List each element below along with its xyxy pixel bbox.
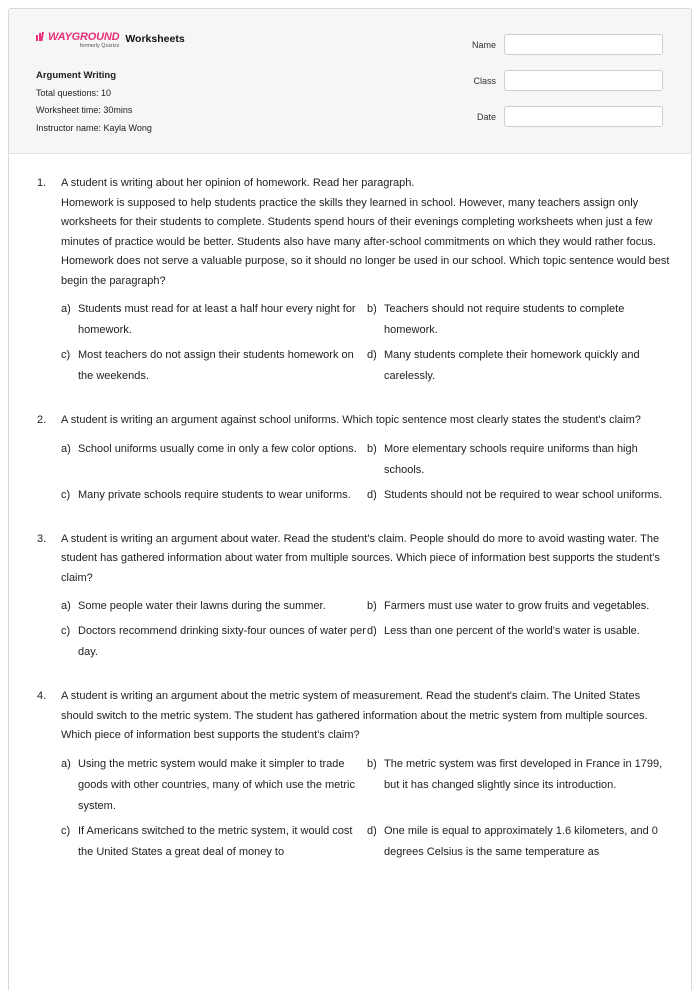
date-label: Date — [476, 111, 496, 122]
worksheet-page — [8, 8, 692, 990]
question-number: 1. — [37, 177, 47, 189]
option-a[interactable]: a) Using the metric system would make it simpler to trade goods with other countries, many of which use the metric system. — [61, 757, 355, 812]
brand-title: Worksheets — [125, 33, 185, 45]
option-b[interactable]: b) The metric system was first developed in France in 1799, but it has changed slightly since its introduction. — [367, 757, 663, 791]
question-text: A student is writing an argument against school uniforms. Which topic sentence most clearly states the student's claim? — [61, 414, 641, 426]
worksheet-title: Argument Writing — [36, 70, 117, 81]
option-c[interactable]: c) Most teachers do not assign their students homework on the weekends. — [61, 349, 354, 382]
option-c[interactable]: c) Doctors recommend drinking sixty-four ounces of water per day. — [61, 625, 366, 658]
question-text: A student is writing an argument about water. Read the student's claim. People should do more to avoid wasting water. The student has gathered information about water from multiple sources. Which piece of information best supports the student's claim? — [61, 532, 660, 584]
date-field — [456, 106, 663, 127]
question-prompt: A student is writing about her opinion of homework. Read her paragraph. — [61, 177, 415, 189]
option-c[interactable]: c) Many private schools require students to wear uniforms. — [61, 488, 351, 501]
worksheet-meta — [36, 67, 152, 137]
option-a[interactable]: a) Some people water their lawns during the summer. — [61, 600, 326, 612]
options — [61, 439, 671, 506]
name-label: Name — [471, 39, 496, 50]
date-input[interactable] — [504, 106, 663, 127]
question-text — [61, 174, 671, 291]
options — [61, 596, 671, 663]
option-c[interactable]: c) If Americans switched to the metric system, it would cost the United States a great deal of money to — [61, 824, 353, 858]
total-questions: Total questions: 10 — [36, 87, 112, 98]
question-1 — [37, 174, 671, 387]
brand — [36, 31, 185, 50]
question-2 — [37, 411, 671, 506]
question-passage: Homework is supposed to help students practice the skills they learned in school. However, many teachers assign only worksheets for their students to complete. Students spend hours of their evenings completing worksheets when just a few minutes of practice would be better. Students also have many after-school commitments on which they would rather focus. Homework does not serve a valuable purpose, so it should no longer be used in our school. Which topic sentence would best begin the paragraph? — [61, 196, 670, 287]
question-4 — [37, 687, 671, 863]
option-d[interactable]: d) One mile is equal to approximately 1.6 kilometers, and 0 degrees Celsius is the same temperature as — [367, 824, 658, 858]
question-number: 2. — [37, 414, 47, 426]
option-b[interactable]: b) Teachers should not require students to complete homework. — [367, 303, 625, 336]
class-label: Class — [473, 75, 496, 86]
option-a[interactable]: a) Students must read for at least a half hour every night for homework. — [61, 303, 356, 336]
option-d[interactable]: d) Students should not be required to wear school uniforms. — [367, 488, 663, 501]
name-input[interactable] — [504, 34, 663, 55]
logo-subtext: formerly Quizizz — [79, 43, 120, 49]
option-d[interactable]: d) Many students complete their homework quickly and carelessly. — [367, 349, 640, 382]
question-3 — [37, 530, 671, 664]
option-b[interactable]: b) More elementary schools require uniforms than high schools. — [367, 442, 638, 476]
class-input[interactable] — [504, 70, 663, 91]
question-number: 3. — [37, 532, 47, 545]
question-number: 4. — [37, 690, 47, 702]
name-field — [456, 34, 663, 55]
wayground-mark-icon — [36, 32, 46, 42]
question-text: A student is writing an argument about the metric system of measurement. Read the student's claim. The United States should switch to the metric system. The student has gathered information about the metric system from multiple sources. Which piece of information best supports the student's claim? — [61, 690, 648, 741]
worksheet-header — [9, 9, 691, 154]
options — [61, 299, 671, 387]
questions-list — [9, 154, 692, 863]
class-field — [456, 70, 663, 91]
wayground-logo — [36, 31, 119, 50]
option-b[interactable]: b) Farmers must use water to grow fruits and vegetables. — [367, 600, 650, 612]
logo-text: WAYGROUND — [48, 31, 120, 43]
worksheet-time: Worksheet time: 30mins — [36, 105, 133, 115]
instructor-name: Instructor name: Kayla Wong — [36, 122, 152, 133]
option-a[interactable]: a) School uniforms usually come in only a few color options. — [61, 442, 357, 455]
option-d[interactable]: d) Less than one percent of the world's water is usable. — [367, 625, 640, 637]
options — [61, 754, 671, 863]
